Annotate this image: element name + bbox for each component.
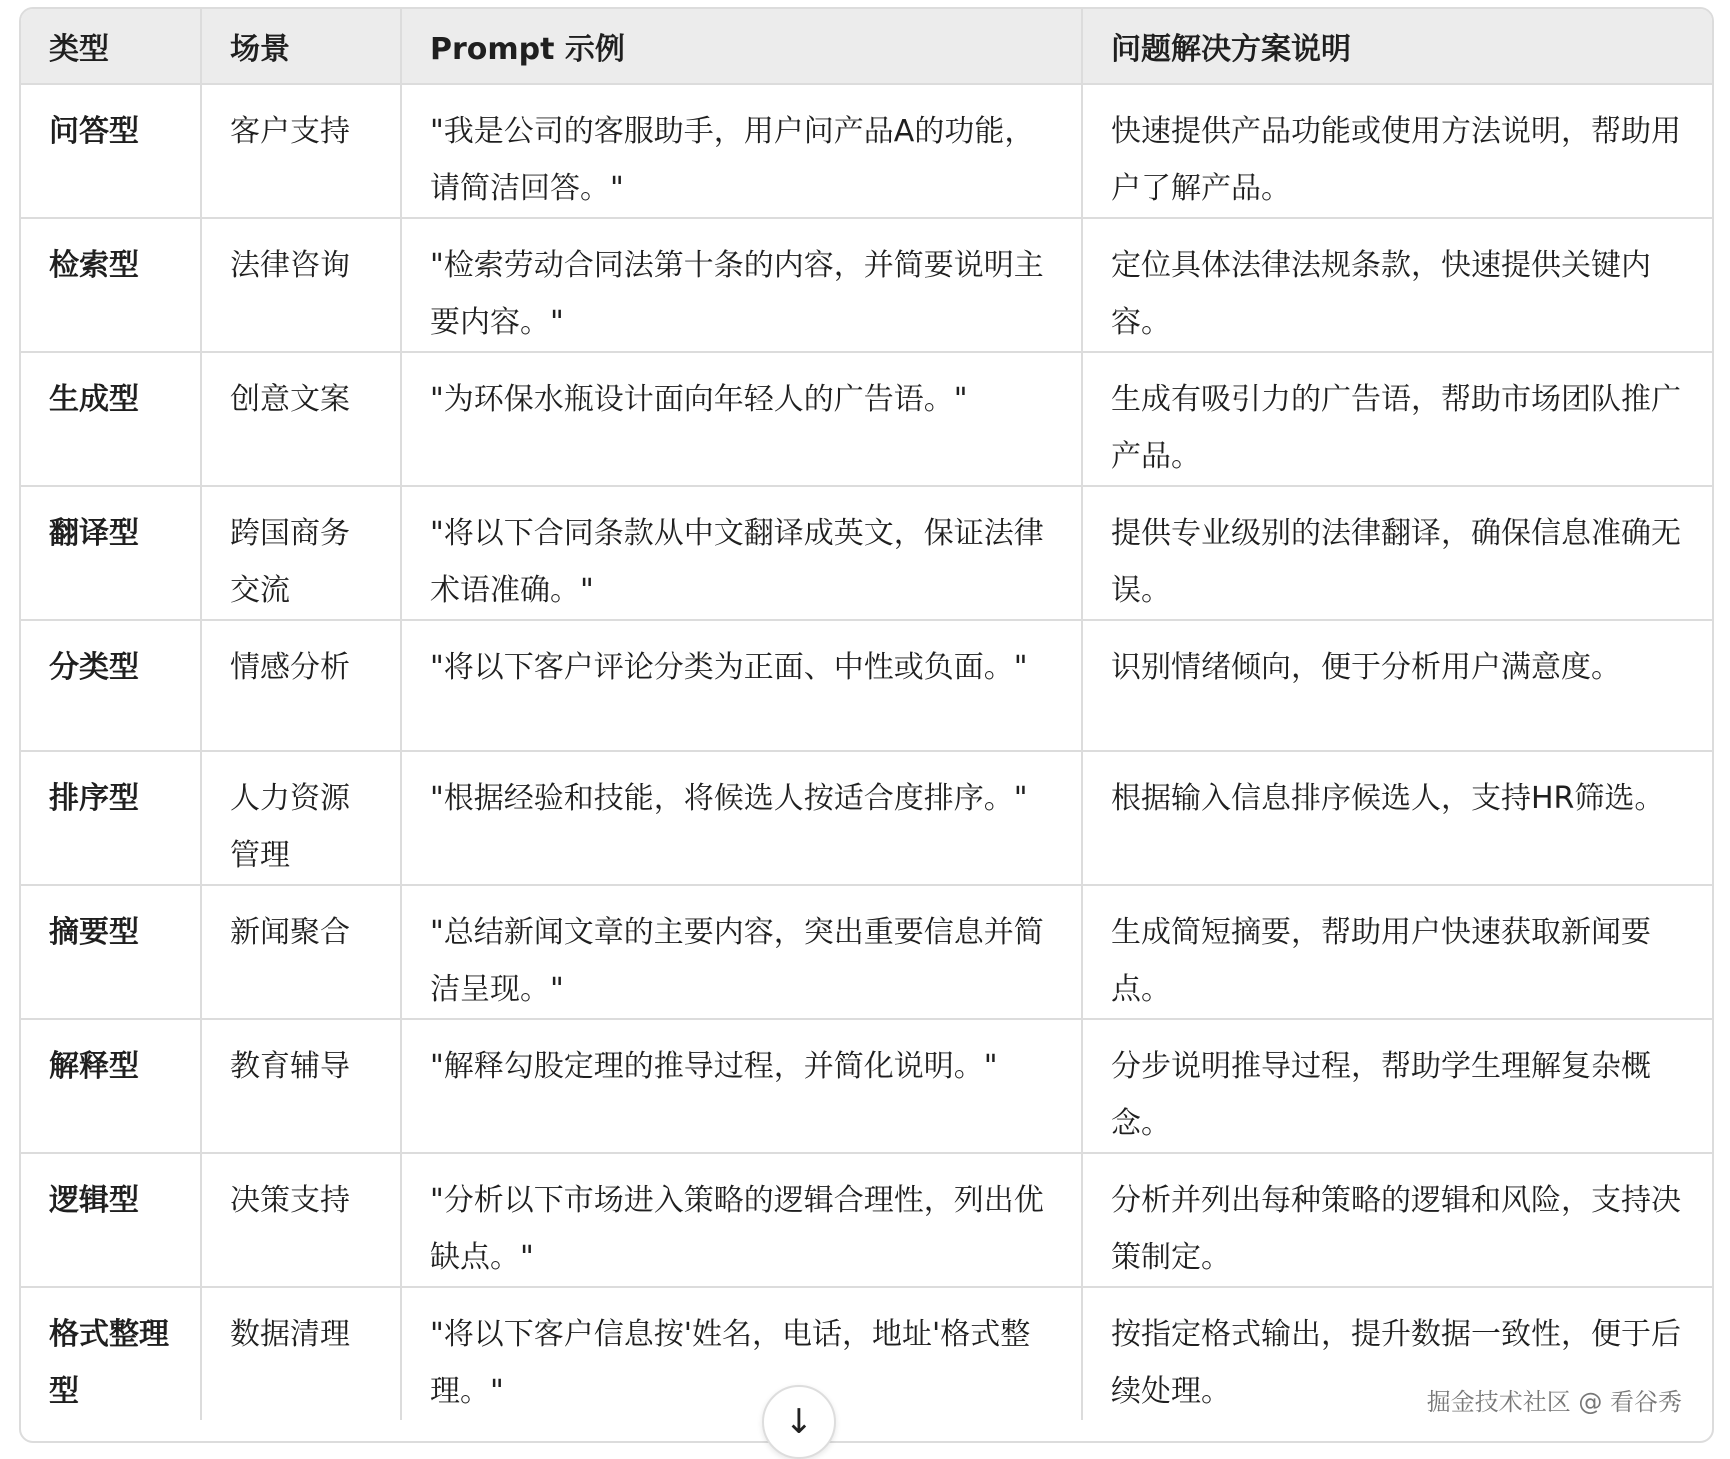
cell-type: 解释型 xyxy=(21,1019,201,1153)
cell-prompt: "我是公司的客服助手，用户问产品A的功能，请简洁回答。" xyxy=(401,84,1082,218)
table-row xyxy=(21,620,1712,751)
table-row xyxy=(21,885,1712,1019)
cell-solution: 根据输入信息排序候选人，支持HR筛选。 xyxy=(1082,751,1712,885)
cell-scene: 新闻聚合 xyxy=(201,885,401,1019)
header-prompt: Prompt 示例 xyxy=(401,9,1082,84)
cell-prompt: "解释勾股定理的推导过程，并简化说明。" xyxy=(401,1019,1082,1153)
prompt-types-table xyxy=(21,9,1712,1420)
header-type: 类型 xyxy=(21,9,201,84)
header-scene: 场景 xyxy=(201,9,401,84)
cell-solution: 快速提供产品功能或使用方法说明，帮助用户了解产品。 xyxy=(1082,84,1712,218)
cell-prompt: "将以下客户信息按'姓名，电话，地址'格式整理。" xyxy=(401,1287,1082,1420)
cell-solution: 定位具体法律法规条款，快速提供关键内容。 xyxy=(1082,218,1712,352)
table-row xyxy=(21,84,1712,218)
cell-solution: 按指定格式输出，提升数据一致性，便于后续处理。 xyxy=(1082,1287,1712,1420)
cell-type: 检索型 xyxy=(21,218,201,352)
cell-type: 问答型 xyxy=(21,84,201,218)
cell-solution: 分析并列出每种策略的逻辑和风险，支持决策制定。 xyxy=(1082,1153,1712,1287)
cell-type: 分类型 xyxy=(21,620,201,751)
cell-scene: 数据清理 xyxy=(201,1287,401,1420)
header-solution: 问题解决方案说明 xyxy=(1082,9,1712,84)
cell-type: 排序型 xyxy=(21,751,201,885)
cell-type: 格式整理型 xyxy=(21,1287,201,1420)
cell-prompt: "为环保水瓶设计面向年轻人的广告语。" xyxy=(401,352,1082,486)
table-header-row xyxy=(21,9,1712,84)
cell-solution: 生成简短摘要，帮助用户快速获取新闻要点。 xyxy=(1082,885,1712,1019)
cell-scene: 跨国商务交流 xyxy=(201,486,401,620)
cell-prompt: "将以下合同条款从中文翻译成英文，保证法律术语准确。" xyxy=(401,486,1082,620)
table-row xyxy=(21,1153,1712,1287)
table-row xyxy=(21,218,1712,352)
cell-prompt: "根据经验和技能，将候选人按适合度排序。" xyxy=(401,751,1082,885)
table-row xyxy=(21,486,1712,620)
cell-scene: 情感分析 xyxy=(201,620,401,751)
cell-prompt: "总结新闻文章的主要内容，突出重要信息并简洁呈现。" xyxy=(401,885,1082,1019)
cell-prompt: "检索劳动合同法第十条的内容，并简要说明主要内容。" xyxy=(401,218,1082,352)
cell-solution: 分步说明推导过程，帮助学生理解复杂概念。 xyxy=(1082,1019,1712,1153)
cell-solution: 提供专业级别的法律翻译，确保信息准确无误。 xyxy=(1082,486,1712,620)
cell-scene: 法律咨询 xyxy=(201,218,401,352)
cell-scene: 创意文案 xyxy=(201,352,401,486)
cell-scene: 教育辅导 xyxy=(201,1019,401,1153)
prompt-types-table-container xyxy=(19,7,1714,1443)
cell-solution: 生成有吸引力的广告语，帮助市场团队推广产品。 xyxy=(1082,352,1712,486)
cell-type: 翻译型 xyxy=(21,486,201,620)
cell-scene: 人力资源管理 xyxy=(201,751,401,885)
table-row xyxy=(21,751,1712,885)
cell-scene: 客户支持 xyxy=(201,84,401,218)
table-row xyxy=(21,1019,1712,1153)
cell-type: 生成型 xyxy=(21,352,201,486)
cell-type: 逻辑型 xyxy=(21,1153,201,1287)
watermark: 掘金技术社区 @ 看谷秀 xyxy=(1426,1388,1682,1416)
cell-prompt: "将以下客户评论分类为正面、中性或负面。" xyxy=(401,620,1082,751)
cell-prompt: "分析以下市场进入策略的逻辑合理性，列出优缺点。" xyxy=(401,1153,1082,1287)
cell-solution: 识别情绪倾向，便于分析用户满意度。 xyxy=(1082,620,1712,751)
cell-type: 摘要型 xyxy=(21,885,201,1019)
table-row xyxy=(21,352,1712,486)
arrow-down-icon: ↓ xyxy=(784,1402,814,1442)
cell-scene: 决策支持 xyxy=(201,1153,401,1287)
scroll-down-button[interactable] xyxy=(762,1385,836,1459)
